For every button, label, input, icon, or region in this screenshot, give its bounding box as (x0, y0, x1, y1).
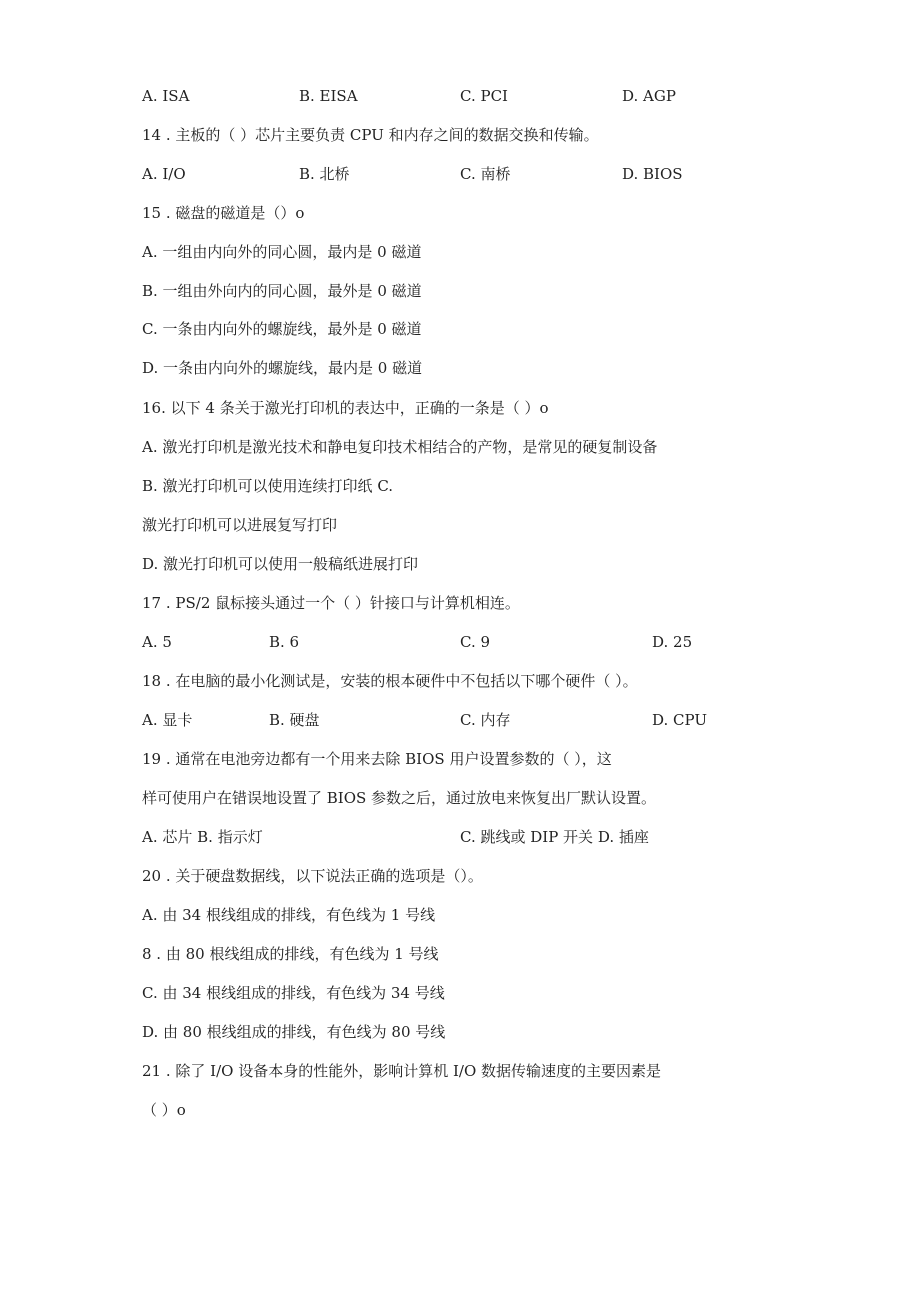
question-16: 16. 以下 4 条关于激光打印机的表达中，正确的一条是（ ）o (142, 399, 549, 417)
option-c: C. 内存 (460, 711, 511, 729)
question-20-option-b: 8 . 由 80 根线组成的排线，有色线为 1 号线 (142, 945, 439, 963)
option-c: C. PCI (460, 87, 508, 105)
question-19-continued: 样可使用户在错误地设置了 BIOS 参数之后，通过放电来恢复出厂默认设置。 (142, 789, 657, 807)
question-16-option-a: A. 激光打印机是激光技术和静电复印技术相结合的产物，是常见的硬复制设备 (142, 438, 658, 456)
question-19: 19 . 通常在电池旁边都有一个用来去除 BIOS 用户设置参数的（ ），这 (142, 750, 612, 768)
question-14: 14 . 主板的（ ）芯片主要负责 CPU 和内存之间的数据交换和传输。 (142, 126, 599, 144)
option-d: D. AGP (622, 87, 676, 105)
question-15-option-b: B. 一组由外向内的同心圆，最外是 0 磁道 (142, 282, 422, 300)
option-d: D. BIOS (622, 165, 683, 183)
option-a: A. I/O (142, 165, 186, 183)
option-a: A. 5 (142, 633, 172, 651)
option-b: B. 6 (269, 633, 300, 651)
option-a: A. ISA (142, 87, 190, 105)
option-b: B. EISA (299, 87, 358, 105)
option-d: D. CPU (652, 711, 707, 729)
option-b: B. 北桥 (299, 165, 350, 183)
option-cd: C. 跳线或 DIP 开关 D. 插座 (460, 828, 649, 846)
question-15-option-c: C. 一条由内向外的螺旋线，最外是 0 磁道 (142, 320, 422, 338)
question-20-option-c: C. 由 34 根线组成的排线，有色线为 34 号线 (142, 984, 445, 1002)
question-16-option-c: 激光打印机可以进展复写打印 (142, 516, 338, 534)
option-d: D. 25 (652, 633, 693, 651)
question-15-option-a: A. 一组由内向外的同心圆，最内是 0 磁道 (142, 243, 422, 261)
option-a: A. 显卡 (142, 711, 193, 729)
question-17: 17 . PS/2 鼠标接头通过一个（ ）针接口与计算机相连。 (142, 594, 520, 612)
question-16-option-d: D. 激光打印机可以使用一般稿纸进展打印 (142, 555, 419, 573)
question-18: 18 . 在电脑的最小化测试是，安装的根本硬件中不包括以下哪个硬件（ ）。 (142, 672, 638, 690)
option-b: B. 硬盘 (269, 711, 320, 729)
question-21: 21 . 除了 I/O 设备本身的性能外，影响计算机 I/O 数据传输速度的主要因素是 (142, 1062, 662, 1080)
option-ab: A. 芯片 B. 指示灯 (142, 828, 263, 846)
question-15: 15 . 磁盘的磁道是（）o (142, 204, 305, 222)
question-21-continued: （ ）o (142, 1101, 186, 1119)
question-16-option-b: B. 激光打印机可以使用连续打印纸 C. (142, 477, 394, 495)
question-15-option-d: D. 一条由内向外的螺旋线，最内是 0 磁道 (142, 359, 423, 377)
question-20-option-d: D. 由 80 根线组成的排线，有色线为 80 号线 (142, 1023, 446, 1041)
option-c: C. 9 (460, 633, 491, 651)
question-20-option-a: A. 由 34 根线组成的排线，有色线为 1 号线 (142, 906, 436, 924)
option-c: C. 南桥 (460, 165, 511, 183)
question-20: 20 . 关于硬盘数据线，以下说法正确的选项是（）。 (142, 867, 483, 885)
